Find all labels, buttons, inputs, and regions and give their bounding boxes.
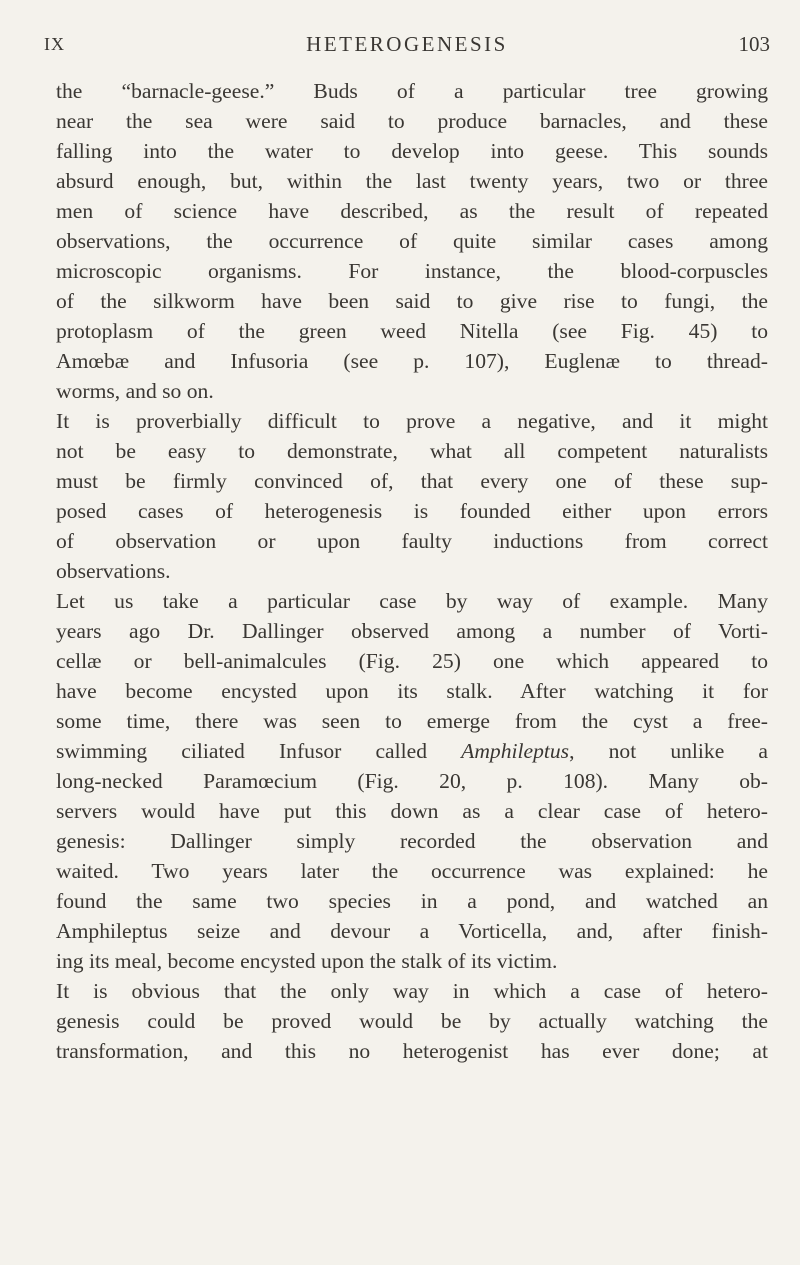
text-line: ing its meal, become encysted upon the stalk of its victim.: [56, 949, 558, 973]
text-line: observations.: [56, 559, 171, 583]
text-line: It is proverbially difficult to prove a negative, and it might: [56, 409, 768, 433]
text-line: It is obvious that the only way in which a case of hetero-: [56, 979, 768, 1003]
text-line: have become encysted upon its stalk. After watching it for: [56, 679, 768, 703]
text-line: transformation, and this no heterogenist has ever done; at: [56, 1039, 768, 1063]
text-line: men of science have described, as the result of repeated: [56, 199, 768, 223]
text-line: of the silkworm have been said to give rise to fungi, the: [56, 289, 768, 313]
text-line: not be easy to demonstrate, what all competent naturalists: [56, 439, 768, 463]
italic-species-name: Amphileptus: [461, 739, 570, 763]
running-title: HETEROGENESIS: [306, 32, 508, 56]
text-line: servers would have put this down as a clear case of hetero-: [56, 799, 768, 823]
text-line: long-necked Paramœcium (Fig. 20, p. 108). Many ob-: [56, 769, 768, 793]
text-line: years ago Dr. Dallinger observed among a number of Vorti-: [56, 619, 768, 643]
text-line: some time, there was seen to emerge from the cyst a free-: [56, 709, 768, 733]
text-line: absurd enough, but, within the last twenty years, two or three: [56, 169, 768, 193]
text-line: must be firmly convinced of, that every one of these sup-: [56, 469, 768, 493]
page-body-text: [56, 76, 768, 1066]
text-line: worms, and so on.: [56, 379, 214, 403]
text-line: genesis: Dallinger simply recorded the observation and: [56, 829, 768, 853]
text-line: Amphileptus seize and devour a Vorticella, and, after finish-: [56, 919, 768, 943]
running-header: [44, 28, 770, 62]
text-line: falling into the water to develop into geese. This sounds: [56, 139, 768, 163]
text-line: the “barnacle-geese.” Buds of a particular tree growing: [56, 79, 768, 103]
text-line: [56, 736, 768, 766]
text-line: observations, the occurrence of quite similar cases among: [56, 229, 768, 253]
text-segment: swimming ciliated Infusor called: [56, 739, 462, 763]
text-line: Let us take a particular case by way of example. Many: [56, 589, 768, 613]
text-line: Amœbæ and Infusoria (see p. 107), Euglenæ to thread-: [56, 349, 768, 373]
text-line: found the same two species in a pond, and watched an: [56, 889, 768, 913]
text-line: cellæ or bell-animalcules (Fig. 25) one which appeared to: [56, 649, 768, 673]
text-line: near the sea were said to produce barnacles, and these: [56, 109, 768, 133]
text-line: waited. Two years later the occurrence was explained: he: [56, 859, 768, 883]
text-segment: , not unlike a: [569, 739, 768, 763]
text-line: posed cases of heterogenesis is founded either upon errors: [56, 499, 768, 523]
text-line: of observation or upon faulty inductions from correct: [56, 529, 768, 553]
text-line: protoplasm of the green weed Nitella (see Fig. 45) to: [56, 319, 768, 343]
chapter-number: IX: [44, 34, 65, 54]
text-line: genesis could be proved would be by actually watching the: [56, 1009, 768, 1033]
page-number: 103: [738, 32, 770, 56]
text-line: microscopic organisms. For instance, the blood-corpuscles: [56, 259, 768, 283]
